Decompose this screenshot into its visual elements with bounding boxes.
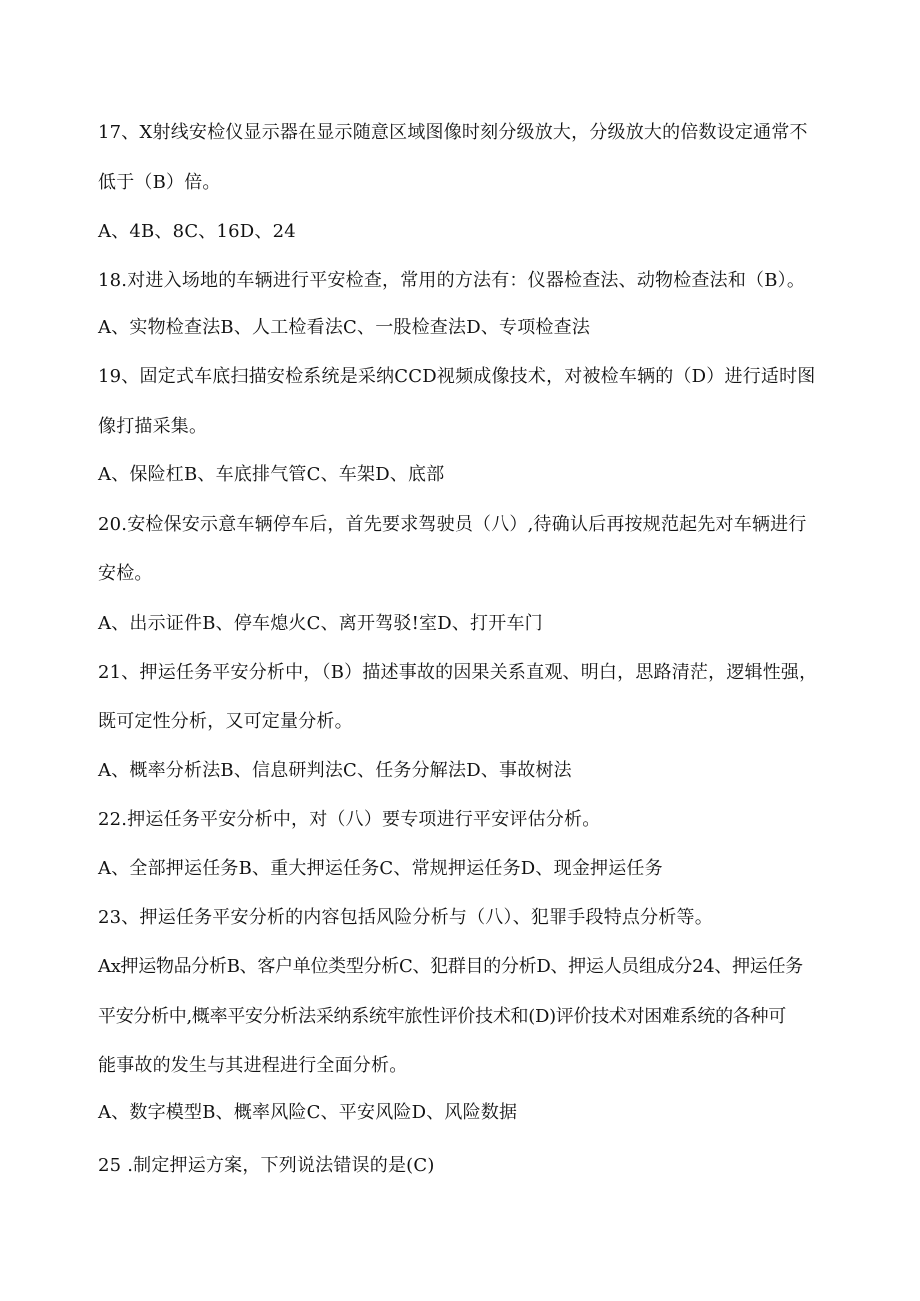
question-19-options: A、保险杠B、车底排气管C、车架D、底部 <box>98 464 445 485</box>
question-24-stem-line-3: 能事故的发生与其进程进行全面分析。 <box>98 1055 408 1076</box>
question-20-options: A、出示证件B、停车熄火C、离开驾驳!室D、打开车门 <box>98 613 543 634</box>
question-22-options: A、全部押运任务B、重大押运任务C、常规押运任务D、现金押运任务 <box>98 858 663 879</box>
question-17-stem-line-2: 低于（B）倍。 <box>98 172 221 193</box>
question-18-stem: 18.对进入场地的车辆进行平安检查，常用的方法有：仪器检查法、动物检查法和（B）。 <box>98 270 806 291</box>
question-21-options: A、概率分析法B、信息研判法C、任务分解法D、事故树法 <box>98 760 572 781</box>
question-20-stem-line-2: 安检。 <box>98 563 153 584</box>
question-17-stem-line-1: 17、X射线安检仪显示器在显示随意区域图像时刻分级放大，分级放大的倍数设定通常不 <box>98 122 808 143</box>
question-21-stem-line-2: 既可定性分析，又可定量分析。 <box>98 711 353 732</box>
question-25-stem: 25 .制定押运方案，下列说法错误的是(C) <box>98 1155 435 1176</box>
question-20-stem-line-1: 20.安检保安示意车辆停车后，首先要求驾驶员（八）,待确认后再按规范起先对车辆进行 <box>98 514 807 535</box>
question-24-stem-line-2: 平安分析中,概率平安分析法采纳系统牢旅性评价技术和(D)评价技术对困难系统的各种可 <box>98 1006 786 1027</box>
question-21-stem-line-1: 21、押运任务平安分析中，（B）描述事故的因果关系直观、明白，思路清茫，逻辑性强， <box>98 662 818 683</box>
question-19-stem-line-2: 像打描采集。 <box>98 416 208 437</box>
question-18-options: A、实物检查法B、人工检看法C、一股检查法D、专项检查法 <box>98 317 591 338</box>
question-23-options-and-24-stem: Ax押运物品分析B、客户单位类型分析C、犯群目的分析D、押运人员组成分24、押运任务 <box>98 956 803 977</box>
question-22-stem: 22.押运任务平安分析中，对（八）要专项进行平安评估分析。 <box>98 809 601 830</box>
question-17-options: A、4B、8C、16D、24 <box>98 221 296 242</box>
question-24-options: A、数字模型B、概率风险C、平安风险D、风险数据 <box>98 1102 518 1123</box>
question-23-stem: 23、押运任务平安分析的内容包括风险分析与（八）、犯罪手段特点分析等。 <box>98 907 713 928</box>
question-19-stem-line-1: 19、固定式车底扫描安检系统是采纳CCD视频成像技术，对被检车辆的（D）进行适时图 <box>98 366 816 387</box>
